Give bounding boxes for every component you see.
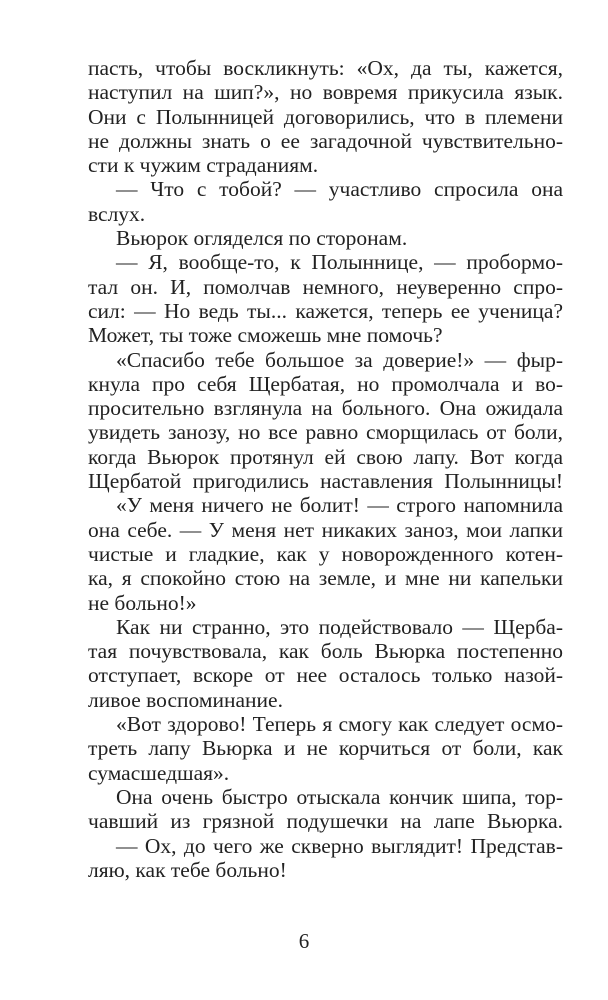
text-line: просительно взглянула на больного. Она ожидала <box>88 396 563 421</box>
text-line: Она очень быстро отыскала кончик шипа, тор- <box>116 784 563 809</box>
text-line: пасть, чтобы воскликнуть: «Ох, да ты, кажется, <box>88 56 563 80</box>
text-line: ливое воспоминание. <box>88 687 283 712</box>
text-line: Вьюрок огляделся по сторонам. <box>116 226 408 251</box>
text-line: Может, ты тоже сможешь мне помочь? <box>88 323 443 348</box>
page-number: 6 <box>298 929 310 953</box>
text-line: ка, я спокойно стою на земле, и мне ни капельки <box>88 566 563 591</box>
text-line: когда Вьюрок протянул ей свою лапу. Вот когда <box>88 444 563 469</box>
text-line: тал он. И, помолчав немного, неуверенно спро- <box>88 274 563 299</box>
text-line: — Что с тобой? — участливо спросила она <box>116 177 563 202</box>
text-line: она себе. — У меня нет никаких заноз, мои лапки <box>88 517 563 542</box>
body-text <box>88 56 563 882</box>
text-line: наступил на шип?», но вовремя прикусила язык. <box>88 80 563 105</box>
text-line: — Ох, до чего же скверно выглядит! Представ- <box>116 833 563 858</box>
text-line: треть лапу Вьюрка и не корчиться от боли, как <box>88 736 563 761</box>
text-line: сумасшедшая». <box>88 760 230 785</box>
text-line: чистые и гладкие, как у новорожденного котен- <box>88 541 563 566</box>
text-line: «У меня ничего не болит! — строго напомнила <box>116 493 563 518</box>
text-line: «Вот здорово! Теперь я смогу как следует осмо- <box>116 712 563 737</box>
text-line: ляю, как тебе больно! <box>88 857 287 882</box>
text-line: сти к чужим страданиям. <box>88 153 319 178</box>
text-line: Как ни странно, это подействовало — Щерба- <box>116 614 563 639</box>
text-line: — Я, вообще-то, к Полыннице, — пробормо- <box>116 250 563 275</box>
text-line: Щербатой пригодились наставления Полынницы! <box>88 469 563 494</box>
text-line: сил: — Но ведь ты... кажется, теперь ее ученица? <box>88 298 563 323</box>
text-line: Они с Полынницей договорились, что в племени <box>88 104 563 129</box>
text-line: не должны знать о ее загадочной чувствительно- <box>88 128 563 153</box>
text-line: тая почувствовала, как боль Вьюрка постепенно <box>88 639 563 664</box>
text-line: «Спасибо тебе большое за доверие!» — фыр- <box>116 347 563 372</box>
text-line: чавший из грязной подушечки на лапе Вьюрка. <box>88 809 563 834</box>
text-line: увидеть занозу, но все равно сморщилась от боли, <box>88 420 563 445</box>
text-line: не больно!» <box>88 590 197 615</box>
text-line: отступает, вскоре от нее осталось только назой- <box>88 663 563 688</box>
text-line: вслух. <box>88 201 146 226</box>
text-line: кнула про себя Щербатая, но промолчала и во- <box>88 371 563 396</box>
